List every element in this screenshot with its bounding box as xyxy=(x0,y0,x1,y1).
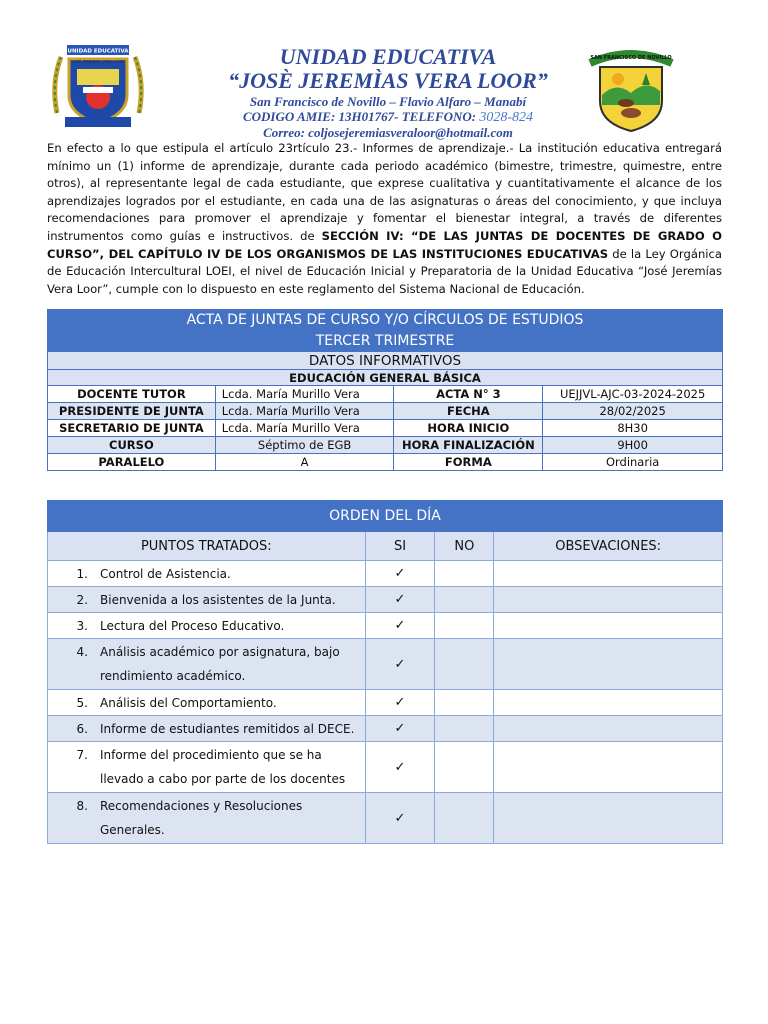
orden-banner: ORDEN DEL DÍA xyxy=(48,501,723,532)
intro-paragraph xyxy=(47,140,722,298)
item-text: Control de Asistencia. xyxy=(100,566,231,581)
crest-name: “JOSÉ JEREMÍAS VERA LOOR” xyxy=(70,58,126,64)
crest-title: UNIDAD EDUCATIVA xyxy=(67,48,129,55)
school-location: San Francisco de Novillo – Flavio Alfaro – Manabí xyxy=(249,94,527,109)
item-number: 4. xyxy=(76,645,88,659)
codigo-label: CODIGO AMIE: 13H01767- TELEFONO: xyxy=(242,109,480,124)
acta-value: Lcda. María Murillo Vera xyxy=(215,403,394,420)
no-check-cell[interactable] xyxy=(435,561,494,587)
observaciones-cell[interactable] xyxy=(494,639,723,690)
item-text: Análisis académico por asignatura, bajo rendimiento académico. xyxy=(100,645,340,683)
acta-row xyxy=(48,454,723,471)
observaciones-cell[interactable] xyxy=(494,742,723,793)
no-check-cell[interactable] xyxy=(435,793,494,844)
item-number: 5. xyxy=(76,695,88,710)
school-crest-logo xyxy=(47,43,149,131)
nivel-heading: EDUCACIÓN GENERAL BÁSICA xyxy=(48,370,723,386)
col-header-puntos: PUNTOS TRATADOS: xyxy=(48,532,366,561)
no-check-cell[interactable] xyxy=(435,690,494,716)
orden-del-dia-table xyxy=(47,500,723,844)
datos-informativos-heading: DATOS INFORMATIVOS xyxy=(48,352,723,370)
intro-text-2: de la Ley Orgánica de Educación Intercultural LOEI, el nivel de Educación Inicial y Preparatoria de la Unidad Educativa “José Jeremías Vera Loor”, cumple con lo dispuesto en este reglamento del Sistema Nacional de Educación. xyxy=(47,246,722,296)
item-number: 2. xyxy=(76,592,88,607)
item-text: Informe del procedimiento que se ha llevado a cabo por parte de los docentes xyxy=(100,748,346,786)
no-check-cell[interactable] xyxy=(435,716,494,742)
col-header-observaciones: OBSEVACIONES: xyxy=(494,532,723,561)
si-check-cell[interactable]: ✓ xyxy=(365,613,435,639)
school-title-line2: “JOSÈ JEREMÌAS VERA LOOR” xyxy=(228,68,548,93)
item-number: 6. xyxy=(76,721,88,736)
item-text: Informe de estudiantes remitidos al DECE. xyxy=(100,721,355,736)
si-check-cell[interactable]: ✓ xyxy=(365,716,435,742)
acta-label: HORA FINALIZACIÓN xyxy=(394,437,543,454)
col-header-no: NO xyxy=(435,532,494,561)
acta-row xyxy=(48,437,723,454)
table-row xyxy=(48,613,723,639)
observaciones-cell[interactable] xyxy=(494,613,723,639)
acta-label: DOCENTE TUTOR xyxy=(48,386,216,403)
table-row xyxy=(48,793,723,844)
si-check-cell[interactable]: ✓ xyxy=(365,742,435,793)
intro-text-bold: SECCIÓN IV: “DE LAS JUNTAS DE DOCENTES DE GRADO O CURSO”, DEL CAPÍTULO IV DE LOS ORGANISMOS DE LAS INSTITUCIONES EDUCATIVAS xyxy=(47,228,722,261)
item-text: Recomendaciones y Resoluciones Generales. xyxy=(100,799,303,837)
school-codigo xyxy=(150,109,626,126)
acta-value: A xyxy=(215,454,394,471)
acta-value: Lcda. María Murillo Vera xyxy=(215,386,394,403)
acta-label: ACTA N° 3 xyxy=(394,386,543,403)
acta-value: Séptimo de EGB xyxy=(215,437,394,454)
acta-banner-title: ACTA DE JUNTAS DE CURSO Y/O CÍRCULOS DE ESTUDIOS xyxy=(48,310,723,331)
table-row xyxy=(48,690,723,716)
acta-value: 28/02/2025 xyxy=(543,403,723,420)
no-check-cell[interactable] xyxy=(435,613,494,639)
observaciones-cell[interactable] xyxy=(494,716,723,742)
school-email: Correo: coljosejeremiasveraloor@hotmail.com xyxy=(263,125,513,140)
acta-value: Ordinaria xyxy=(543,454,723,471)
acta-label: CURSO xyxy=(48,437,216,454)
acta-value: UEJJVL-AJC-03-2024-2025 xyxy=(543,386,723,403)
observaciones-cell[interactable] xyxy=(494,587,723,613)
school-title-line1: UNIDAD EDUCATIVA xyxy=(279,44,497,69)
acta-value: 8H30 xyxy=(543,420,723,437)
table-row xyxy=(48,639,723,690)
phone-number: 3028-824 xyxy=(479,110,534,125)
item-number: 3. xyxy=(76,618,88,633)
table-row xyxy=(48,561,723,587)
item-text: Lectura del Proceso Educativo. xyxy=(100,618,285,633)
observaciones-cell[interactable] xyxy=(494,690,723,716)
col-header-si: SI xyxy=(365,532,435,561)
acta-table xyxy=(47,309,723,471)
si-check-cell[interactable]: ✓ xyxy=(365,561,435,587)
emblem-text: SAN FRANCISCO DE NOVILLO xyxy=(590,55,672,61)
acta-label: PRESIDENTE DE JUNTA xyxy=(48,403,216,420)
si-check-cell[interactable]: ✓ xyxy=(365,690,435,716)
no-check-cell[interactable] xyxy=(435,742,494,793)
acta-row xyxy=(48,420,723,437)
observaciones-cell[interactable] xyxy=(494,793,723,844)
item-number: 1. xyxy=(76,566,88,581)
item-text: Bienvenida a los asistentes de la Junta. xyxy=(100,592,336,607)
parish-emblem-logo xyxy=(586,43,676,134)
table-row xyxy=(48,587,723,613)
item-number: 8. xyxy=(76,799,88,813)
acta-label: FECHA xyxy=(394,403,543,420)
si-check-cell[interactable]: ✓ xyxy=(365,793,435,844)
no-check-cell[interactable] xyxy=(435,639,494,690)
observaciones-cell[interactable] xyxy=(494,561,723,587)
item-number: 7. xyxy=(76,748,88,762)
acta-value: Lcda. María Murillo Vera xyxy=(215,420,394,437)
acta-banner-period: TERCER TRIMESTRE xyxy=(48,331,723,352)
no-check-cell[interactable] xyxy=(435,587,494,613)
acta-row xyxy=(48,403,723,420)
table-row xyxy=(48,716,723,742)
item-text: Análisis del Comportamiento. xyxy=(100,695,277,710)
acta-label: HORA INICIO xyxy=(394,420,543,437)
acta-label: FORMA xyxy=(394,454,543,471)
si-check-cell[interactable]: ✓ xyxy=(365,639,435,690)
intro-text-1: En efecto a lo que estipula el artículo 23rtículo 23.- Informes de aprendizaje.- La institución educativa entregará mínimo un (1) informe de aprendizaje, durante cada periodo académico (bimestre, trimestre, quimestre, entre otros), al representante legal de cada estudiante, que exprese cualitativa y cuantitativamente el alcance de los aprendizajes logrados por el estudiante, en cada una de las asignaturas o áreas del conocimiento, y que incluya recomendaciones para promover el aprendizaje y fomentar el bienestar integral, a través de diferentes instrumentos como guías e instructivos. de xyxy=(47,141,722,243)
acta-label: PARALELO xyxy=(48,454,216,471)
acta-row xyxy=(48,386,723,403)
acta-label: SECRETARIO DE JUNTA xyxy=(48,420,216,437)
acta-value: 9H00 xyxy=(543,437,723,454)
si-check-cell[interactable]: ✓ xyxy=(365,587,435,613)
table-row xyxy=(48,742,723,793)
